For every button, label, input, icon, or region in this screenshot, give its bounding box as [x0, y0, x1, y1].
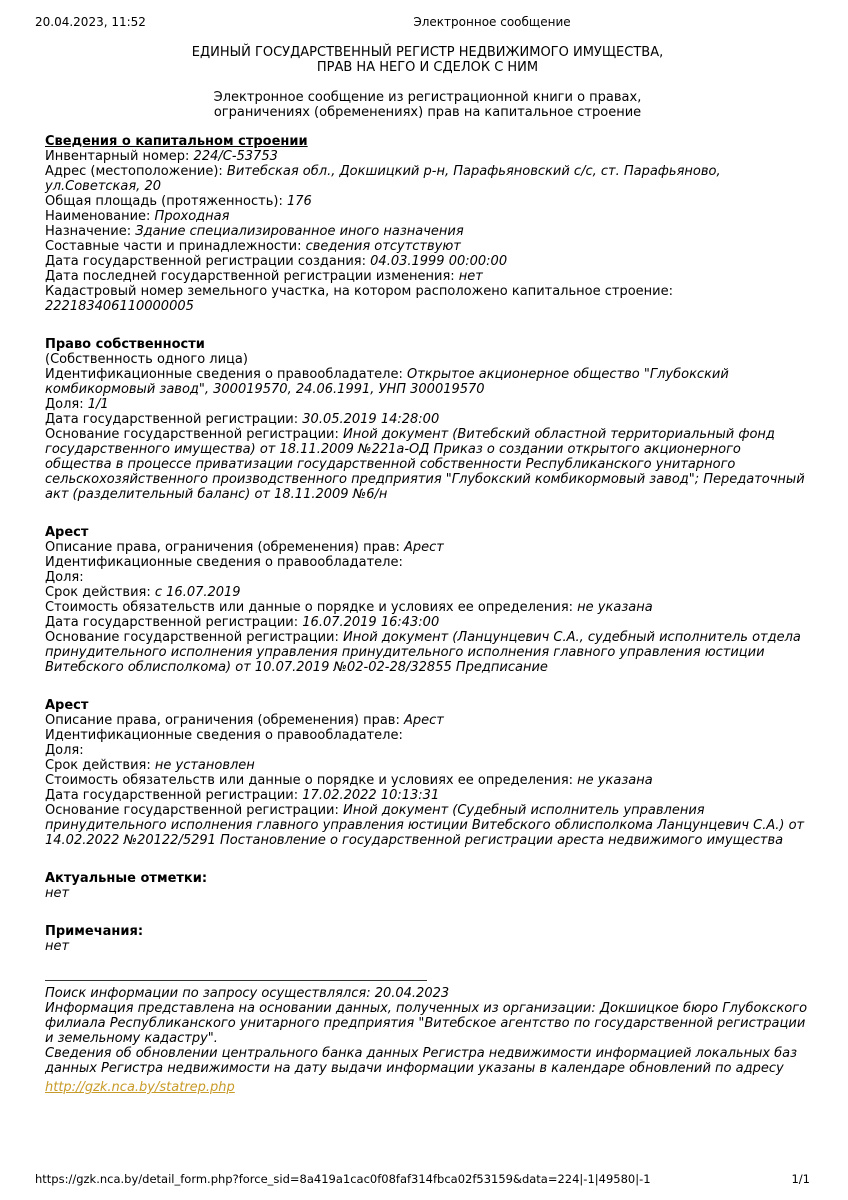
field-value: 224/C-53753 [189, 149, 278, 164]
registry-title [45, 45, 810, 75]
field-value: Арест [399, 540, 444, 555]
field-label: Срок действия: [45, 758, 151, 773]
field-label: Доля: [45, 570, 84, 585]
field-row [45, 728, 810, 743]
field-label: Наименование: [45, 209, 151, 224]
field-value: нет [454, 269, 483, 284]
field-row [45, 239, 810, 254]
field-value: не указана [573, 600, 653, 615]
field-value: Иной документ (Судебный исполнитель управления принудительного исполнения главного управления юстиции Витебского облисполкома Ланцунцевич С.А.) от 14.02.2022 №20122/5291 Постановление о государственной регистрации ареста недвижимого имущества [45, 803, 805, 848]
field-value: Проходная [150, 209, 230, 224]
page-number: 1/1 [791, 1172, 810, 1186]
section-heading: Актуальные отметки: [45, 871, 208, 886]
field-label: Инвентарный номер: [45, 149, 190, 164]
field-label: Основание государственной регистрации: [45, 803, 339, 818]
print-header-title: Электронное сообщение [413, 15, 571, 29]
print-source-url: https://gzk.nca.by/detail_form.php?force_sid=8a419a1cac0f08faf314fbca02f53159&data=224|-1|49580|-1 [35, 1172, 651, 1186]
field-row [45, 585, 810, 600]
field-value: 30.05.2019 14:28:00 [298, 412, 440, 427]
field-row [45, 284, 810, 314]
field-value: сведения отсутствуют [301, 239, 461, 254]
section-heading: Сведения о капитальном строении [45, 134, 308, 149]
document-section [45, 337, 810, 502]
field-row [45, 743, 810, 758]
field-row [45, 713, 810, 728]
field-row [45, 149, 810, 164]
section-heading: Право собственности [45, 337, 205, 352]
field-value: 16.07.2019 16:43:00 [298, 615, 440, 630]
field-value: 1/1 [83, 397, 109, 412]
field-row [45, 209, 810, 224]
field-row [45, 224, 810, 239]
document-section [45, 525, 810, 675]
print-footer [35, 1173, 810, 1186]
field-label: Адрес (местоположение): [45, 164, 223, 179]
document-content [45, 45, 810, 1095]
field-row [45, 886, 810, 901]
footer-separator-line [45, 980, 427, 981]
field-label: Дата государственной регистрации: [45, 412, 299, 427]
field-row [45, 788, 810, 803]
field-value: 176 [282, 194, 312, 209]
field-label: Описание права, ограничения (обременения) прав: [45, 713, 400, 728]
field-label: (Собственность одного лица) [45, 352, 248, 367]
field-row [45, 164, 810, 194]
field-label: Общая площадь (протяженность): [45, 194, 283, 209]
field-label: Стоимость обязательств или данные о порядке и условиях ее определения: [45, 600, 574, 615]
field-row [45, 540, 810, 555]
field-value: 04.03.1999 00:00:00 [366, 254, 508, 269]
field-label: Идентификационные сведения о правообладателе: [45, 728, 403, 743]
document-sections [45, 134, 810, 954]
field-row [45, 254, 810, 269]
field-label: Дата государственной регистрации создания: [45, 254, 367, 269]
field-label: Идентификационные сведения о правообладателе: [45, 367, 403, 382]
field-value: Арест [399, 713, 444, 728]
field-label: Дата государственной регистрации: [45, 788, 299, 803]
field-label: Дата последней государственной регистрации изменения: [45, 269, 455, 284]
field-value: Здание специализированное иного назначения [131, 224, 464, 239]
field-label: Назначение: [45, 224, 132, 239]
field-value: не установлен [150, 758, 255, 773]
field-value: Иной документ (Ланцунцевич С.А., судебный исполнитель отдела принудительного исполнения управления принудительного исполнения главного управления юстиции Витебского облисполкома) от 10.07.2019 №02-02-28/32855 Предписание [45, 630, 801, 675]
field-label: Стоимость обязательств или данные о порядке и условиях ее определения: [45, 773, 574, 788]
registry-title-line2: ПРАВ НА НЕГО И СДЕЛОК С НИМ [316, 60, 539, 75]
field-value: с 16.07.2019 [150, 585, 241, 600]
field-label: Основание государственной регистрации: [45, 427, 339, 442]
field-label: Кадастровый номер земельного участка, на котором расположено капитальное строение: [45, 284, 673, 299]
search-date-line: Поиск информации по запросу осуществлялся: 20.04.2023 [45, 986, 450, 1001]
field-value: 17.02.2022 10:13:31 [298, 788, 440, 803]
field-label: Описание права, ограничения (обременения) прав: [45, 540, 400, 555]
field-value: Иной документ (Витебский областной территориальный фонд государственного имущества) от 18.11.2009 №221а-ОД Приказ о создании открытого акционерного общества в процессе приватизации государственной собственности Республиканского унитарного сельскохозяйственного производственного предприятия "Глубокский комбикормовый завод"; Передаточный акт (разделительный баланс) от 18.11.2009 №6/н [45, 427, 805, 502]
document-section [45, 134, 810, 314]
field-row [45, 194, 810, 209]
document-subtitle-line2: ограничениях (обременениях) прав на капитальное строение [213, 105, 642, 120]
field-label: Срок действия: [45, 585, 151, 600]
statrep-link[interactable]: http://gzk.nca.by/statrep.php [45, 1080, 235, 1095]
document-section [45, 871, 810, 901]
field-row [45, 352, 810, 367]
print-timestamp: 20.04.2023, 11:52 [35, 15, 146, 29]
section-heading: Арест [45, 698, 89, 713]
document-footer [45, 980, 810, 1095]
document-section [45, 924, 810, 954]
field-row [45, 555, 810, 570]
field-value: нет [45, 886, 70, 901]
field-row [45, 269, 810, 284]
field-row [45, 397, 810, 412]
field-label: Основание государственной регистрации: [45, 630, 339, 645]
field-label: Дата государственной регистрации: [45, 615, 299, 630]
update-info-line: Сведения об обновлении центрального банка данных Регистра недвижимости информацией локальных баз данных Регистра недвижимости на дату выдачи информации указаны в календаре обновлений по адресу [45, 1046, 798, 1076]
field-label: Составные части и принадлежности: [45, 239, 302, 254]
field-row [45, 630, 810, 675]
field-value: не указана [573, 773, 653, 788]
field-label: Идентификационные сведения о правообладателе: [45, 555, 403, 570]
field-row [45, 615, 810, 630]
field-row [45, 803, 810, 848]
field-value: нет [45, 939, 70, 954]
field-row [45, 758, 810, 773]
field-row [45, 600, 810, 615]
field-row [45, 570, 810, 585]
document-section [45, 698, 810, 848]
field-row [45, 412, 810, 427]
field-label: Доля: [45, 397, 84, 412]
field-row [45, 427, 810, 502]
section-heading: Арест [45, 525, 89, 540]
registry-title-line1: ЕДИНЫЙ ГОСУДАРСТВЕННЫЙ РЕГИСТР НЕДВИЖИМОГО ИМУЩЕСТВА, [191, 45, 664, 60]
field-value: Открытое акционерное общество "Глубокский комбикормовый завод", 300019570, 24.06.1991, УНП 300019570 [45, 367, 729, 397]
field-value: 222183406110000005 [45, 299, 194, 314]
document-subtitle [45, 90, 810, 120]
field-label: Доля: [45, 743, 84, 758]
field-value: Витебская обл., Докшицкий р-н, Парафьяновский с/с, ст. Парафьяново, ул.Советская, 20 [45, 164, 721, 194]
info-source-line: Информация представлена на основании данных, полученных из организации: Докшицкое бюро Глубокского филиала Республиканского унитарного предприятия "Витебское агентство по государственной регистрации и земельному кадастру". [45, 1001, 808, 1046]
section-heading: Примечания: [45, 924, 144, 939]
field-row [45, 367, 810, 397]
field-row [45, 939, 810, 954]
field-row [45, 773, 810, 788]
document-subtitle-line1: Электронное сообщение из регистрационной книги о правах, [213, 90, 642, 105]
